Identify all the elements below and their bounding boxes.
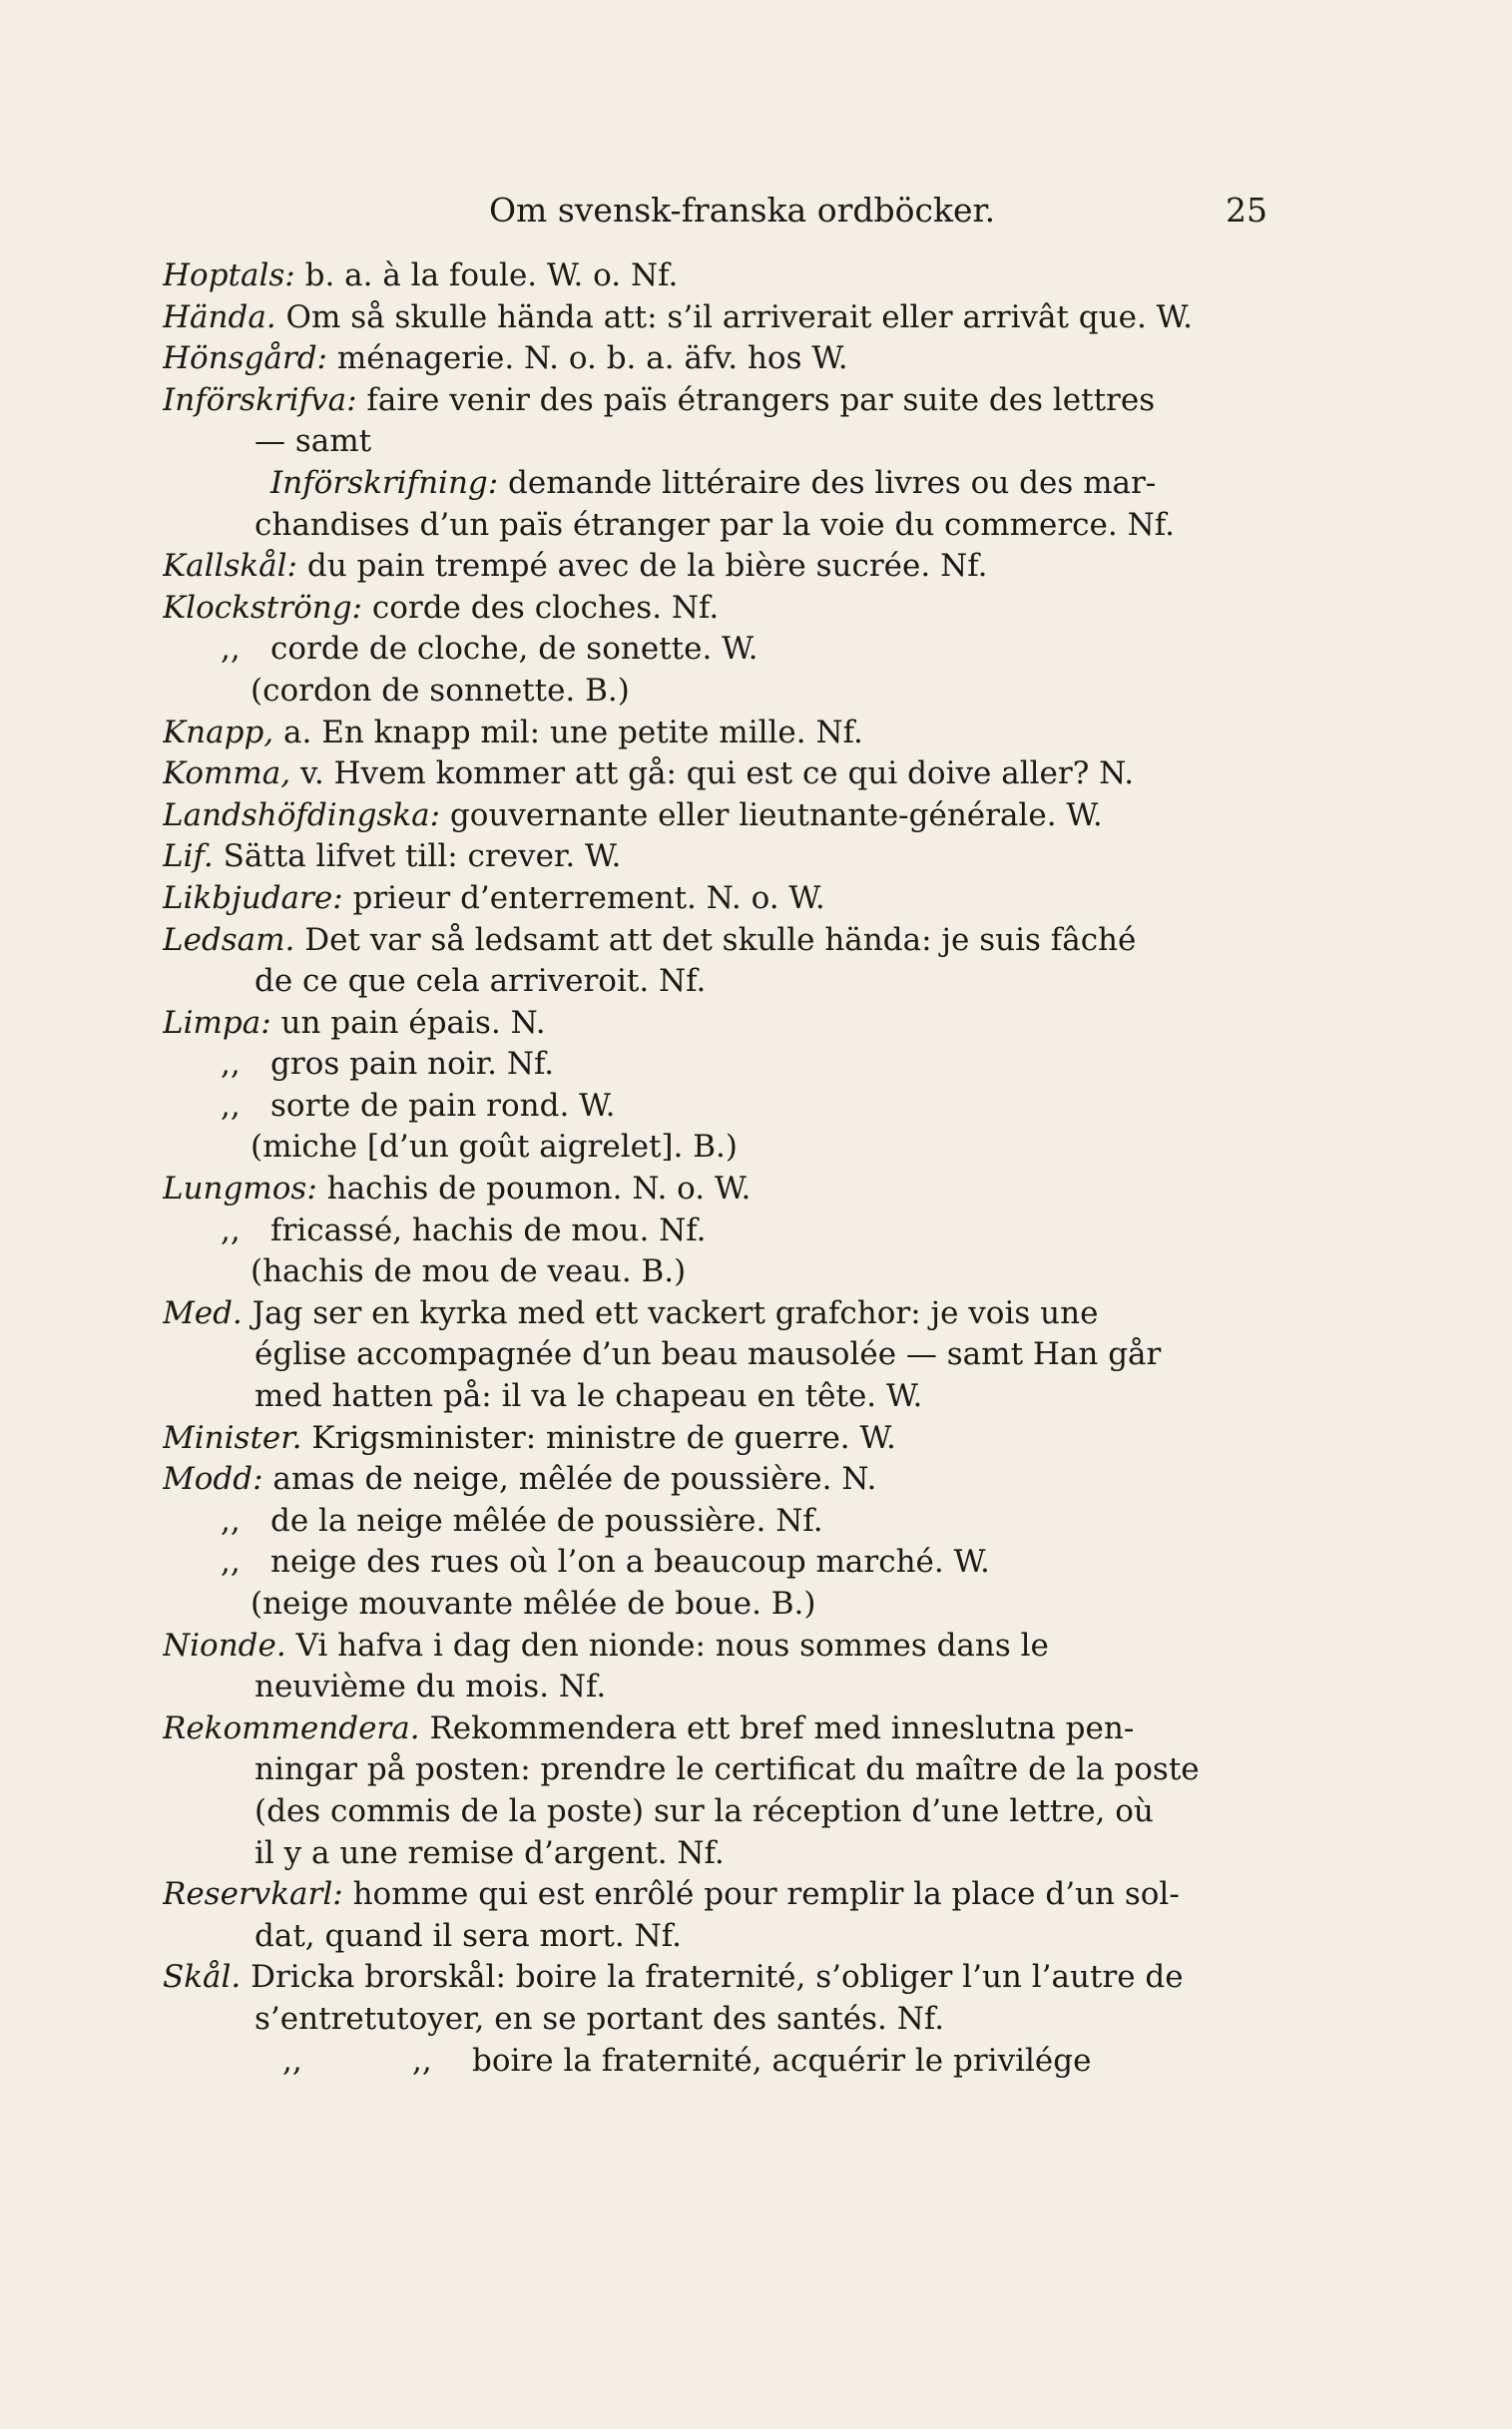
parenthetical-line: [163, 671, 1300, 713]
definition-text: homme qui est enrôlé pour remplir la place d’un sol-: [342, 1876, 1180, 1913]
entry-line: [163, 1708, 1300, 1750]
entry-line: [163, 380, 1300, 422]
ditto-line: [163, 1501, 1300, 1543]
definition-text: faire venir des païs étrangers par suite des lettres: [356, 381, 1156, 418]
continuation-line: [163, 1791, 1300, 1833]
line-text: de ce que cela arriveroit. Nf.: [254, 963, 707, 1000]
sub-entry-line: [163, 463, 1300, 505]
continuation-line: [163, 1334, 1300, 1376]
definition-text: Sätta lifvet till: crever. W.: [213, 838, 622, 875]
ditto-mark: ,,: [221, 1046, 241, 1083]
entry-line: [163, 1957, 1300, 1999]
headword: Minister.: [163, 1419, 302, 1456]
line-text: demande littéraire des livres ou des mar-: [498, 464, 1157, 501]
parenthetical-line: [163, 1251, 1300, 1293]
line-text: (cordon de sonnette. B.): [251, 672, 630, 709]
continuation-line: [163, 1667, 1300, 1708]
ditto-mark: ,,: [221, 1502, 241, 1539]
headword: Hoptals:: [163, 257, 295, 293]
headword: Reservkarl:: [163, 1876, 343, 1913]
line-text: sorte de pain rond. W.: [270, 1087, 616, 1124]
definition-text: b. a. à la foule. W. o. Nf.: [294, 257, 679, 293]
entry-line: [163, 1418, 1300, 1460]
line-text: dat, quand il sera mort. Nf.: [254, 1917, 682, 1954]
headword: Införskrifning:: [270, 464, 499, 501]
headword: Ledsam.: [163, 921, 295, 958]
definition-text: Jag ser en kyrka med ett vackert grafchor: je vois une: [242, 1294, 1099, 1331]
definition-text: Det var så ledsamt att det skulle hända: je suis fâché: [294, 921, 1137, 958]
entry-line: [163, 836, 1300, 878]
definition-text: Krigsminister: ministre de guerre. W.: [301, 1419, 896, 1456]
entry-line: [163, 795, 1300, 837]
line-text: il y a une remise d’argent. Nf.: [254, 1834, 725, 1871]
continuation-line: [163, 961, 1300, 1003]
line-text: (des commis de la poste) sur la réception d’une lettre, où: [254, 1792, 1154, 1829]
line-text: (neige mouvante mêlée de boue. B.): [251, 1586, 816, 1622]
continuation-line: [163, 421, 1300, 463]
ditto-line: [163, 629, 1300, 671]
line-text: neige des rues où l’on a beaucoup marché. W.: [270, 1544, 990, 1581]
ditto-line: [163, 1086, 1300, 1128]
entry-line: [163, 338, 1300, 380]
line-text: de la neige mêlée de poussière. Nf.: [270, 1502, 823, 1539]
continuation-line: [163, 1833, 1300, 1875]
ditto-mark: ,,: [221, 1212, 241, 1248]
headword: Landshöfdingska:: [163, 796, 441, 833]
entry-line: [163, 1169, 1300, 1211]
line-text: ningar på posten: prendre le certificat du maître de la poste: [254, 1751, 1200, 1788]
definition-text: Vi hafva i dag den nionde: nous sommes dans le: [285, 1627, 1049, 1664]
entry-line: [163, 1293, 1300, 1335]
headword: Likbjudare:: [163, 879, 343, 916]
parenthetical-line: [163, 1127, 1300, 1169]
entry-line: [163, 255, 1300, 297]
definition-text: a. En knapp mil: une petite mille. Nf.: [273, 714, 863, 750]
continuation-line: [163, 1999, 1300, 2041]
definition-text: Om så skulle hända att: s’il arriverait eller arrivât que. W.: [275, 298, 1193, 335]
definition-text: du pain trempé avec de la bière sucrée. Nf.: [297, 548, 988, 585]
ditto-line: [163, 1044, 1300, 1086]
entry-line: [163, 1459, 1300, 1501]
parenthetical-line: [163, 1584, 1300, 1626]
headword: Knapp,: [163, 714, 274, 750]
headword: Komma,: [163, 755, 291, 792]
headword: Kallskål:: [163, 548, 298, 585]
headword: Nionde.: [163, 1627, 286, 1664]
headword: Rekommendera.: [163, 1709, 420, 1746]
headword: Med.: [163, 1294, 243, 1331]
continuation-line: [163, 1749, 1300, 1791]
running-title: Om svensk-franska ordböcker.: [489, 191, 996, 230]
headword: Modd:: [163, 1461, 263, 1498]
entry-line: [163, 920, 1300, 962]
ditto-mark: ,,: [412, 2042, 432, 2079]
line-text: — samt: [254, 423, 372, 460]
entry-line: [163, 297, 1300, 339]
line-text: chandises d’un païs étranger par la voie du commerce. Nf.: [254, 506, 1175, 543]
ditto-mark: ,,: [221, 631, 241, 668]
definition-text: un pain épais. N.: [270, 1004, 546, 1041]
entry-line: [163, 713, 1300, 754]
headword: Skål.: [163, 1959, 242, 1996]
ditto-line: [163, 1211, 1300, 1252]
line-text: s’entretutoyer, en se portant des santés. Nf.: [254, 2000, 945, 2037]
headword: Hända.: [163, 298, 276, 335]
headword: Klockströng:: [163, 589, 362, 626]
entry-line: [163, 1626, 1300, 1668]
definition-text: corde des cloches. Nf.: [362, 589, 720, 626]
page-header: [489, 186, 1287, 236]
continuation-line: [163, 505, 1300, 547]
page-number: 25: [1226, 191, 1267, 230]
definition-text: ménagerie. N. o. b. a. äfv. hos W.: [327, 340, 848, 377]
line-text: (miche [d’un goût aigrelet]. B.): [251, 1129, 738, 1166]
entry-line: [163, 878, 1300, 920]
ditto-line: [163, 2041, 1300, 2083]
ditto-line: [163, 1542, 1300, 1584]
headword: Limpa:: [163, 1004, 271, 1041]
continuation-line: [163, 1376, 1300, 1418]
entry-line: [163, 753, 1300, 795]
line-text: corde de cloche, de sonette. W.: [270, 631, 758, 668]
headword: Hönsgård:: [163, 340, 328, 377]
line-text: fricassé, hachis de mou. Nf.: [270, 1212, 707, 1248]
ditto-mark: ,,: [221, 1087, 241, 1124]
line-text: boire la fraternité, acquérir le privilége: [472, 2042, 1092, 2079]
headword: Lungmos:: [163, 1171, 317, 1208]
headword: Lif.: [163, 838, 214, 875]
entry-line: [163, 588, 1300, 630]
continuation-line: [163, 1916, 1300, 1958]
headword: Införskrifva:: [163, 381, 357, 418]
line-text: neuvième du mois. Nf.: [254, 1669, 607, 1705]
definition-text: Rekommendera ett bref med inneslutna pen-: [419, 1709, 1135, 1746]
line-text: (hachis de mou de veau. B.): [251, 1253, 687, 1290]
definition-text: gouvernante eller lieutnante-générale. W.: [440, 796, 1103, 833]
definition-text: hachis de poumon. N. o. W.: [316, 1171, 752, 1208]
line-text: gros pain noir. Nf.: [270, 1046, 555, 1083]
entry-line: [163, 1003, 1300, 1045]
line-text: église accompagnée d’un beau mausolée — samt Han går: [254, 1336, 1162, 1373]
definition-text: prieur d’enterrement. N. o. W.: [342, 879, 825, 916]
entry-line: [163, 1874, 1300, 1916]
ditto-mark: ,,: [282, 2042, 302, 2079]
definition-text: v. Hvem kommer att gå: qui est ce qui doive aller? N.: [290, 755, 1135, 792]
definition-text: Dricka brorskål: boire la fraternité, s’obliger l’un l’autre de: [241, 1959, 1184, 1996]
definition-text: amas de neige, mêlée de poussière. N.: [262, 1461, 877, 1498]
line-text: med hatten på: il va le chapeau en tête. W.: [254, 1378, 923, 1415]
dictionary-entries: [163, 255, 1300, 2082]
ditto-mark: ,,: [221, 1544, 241, 1581]
entry-line: [163, 546, 1300, 588]
